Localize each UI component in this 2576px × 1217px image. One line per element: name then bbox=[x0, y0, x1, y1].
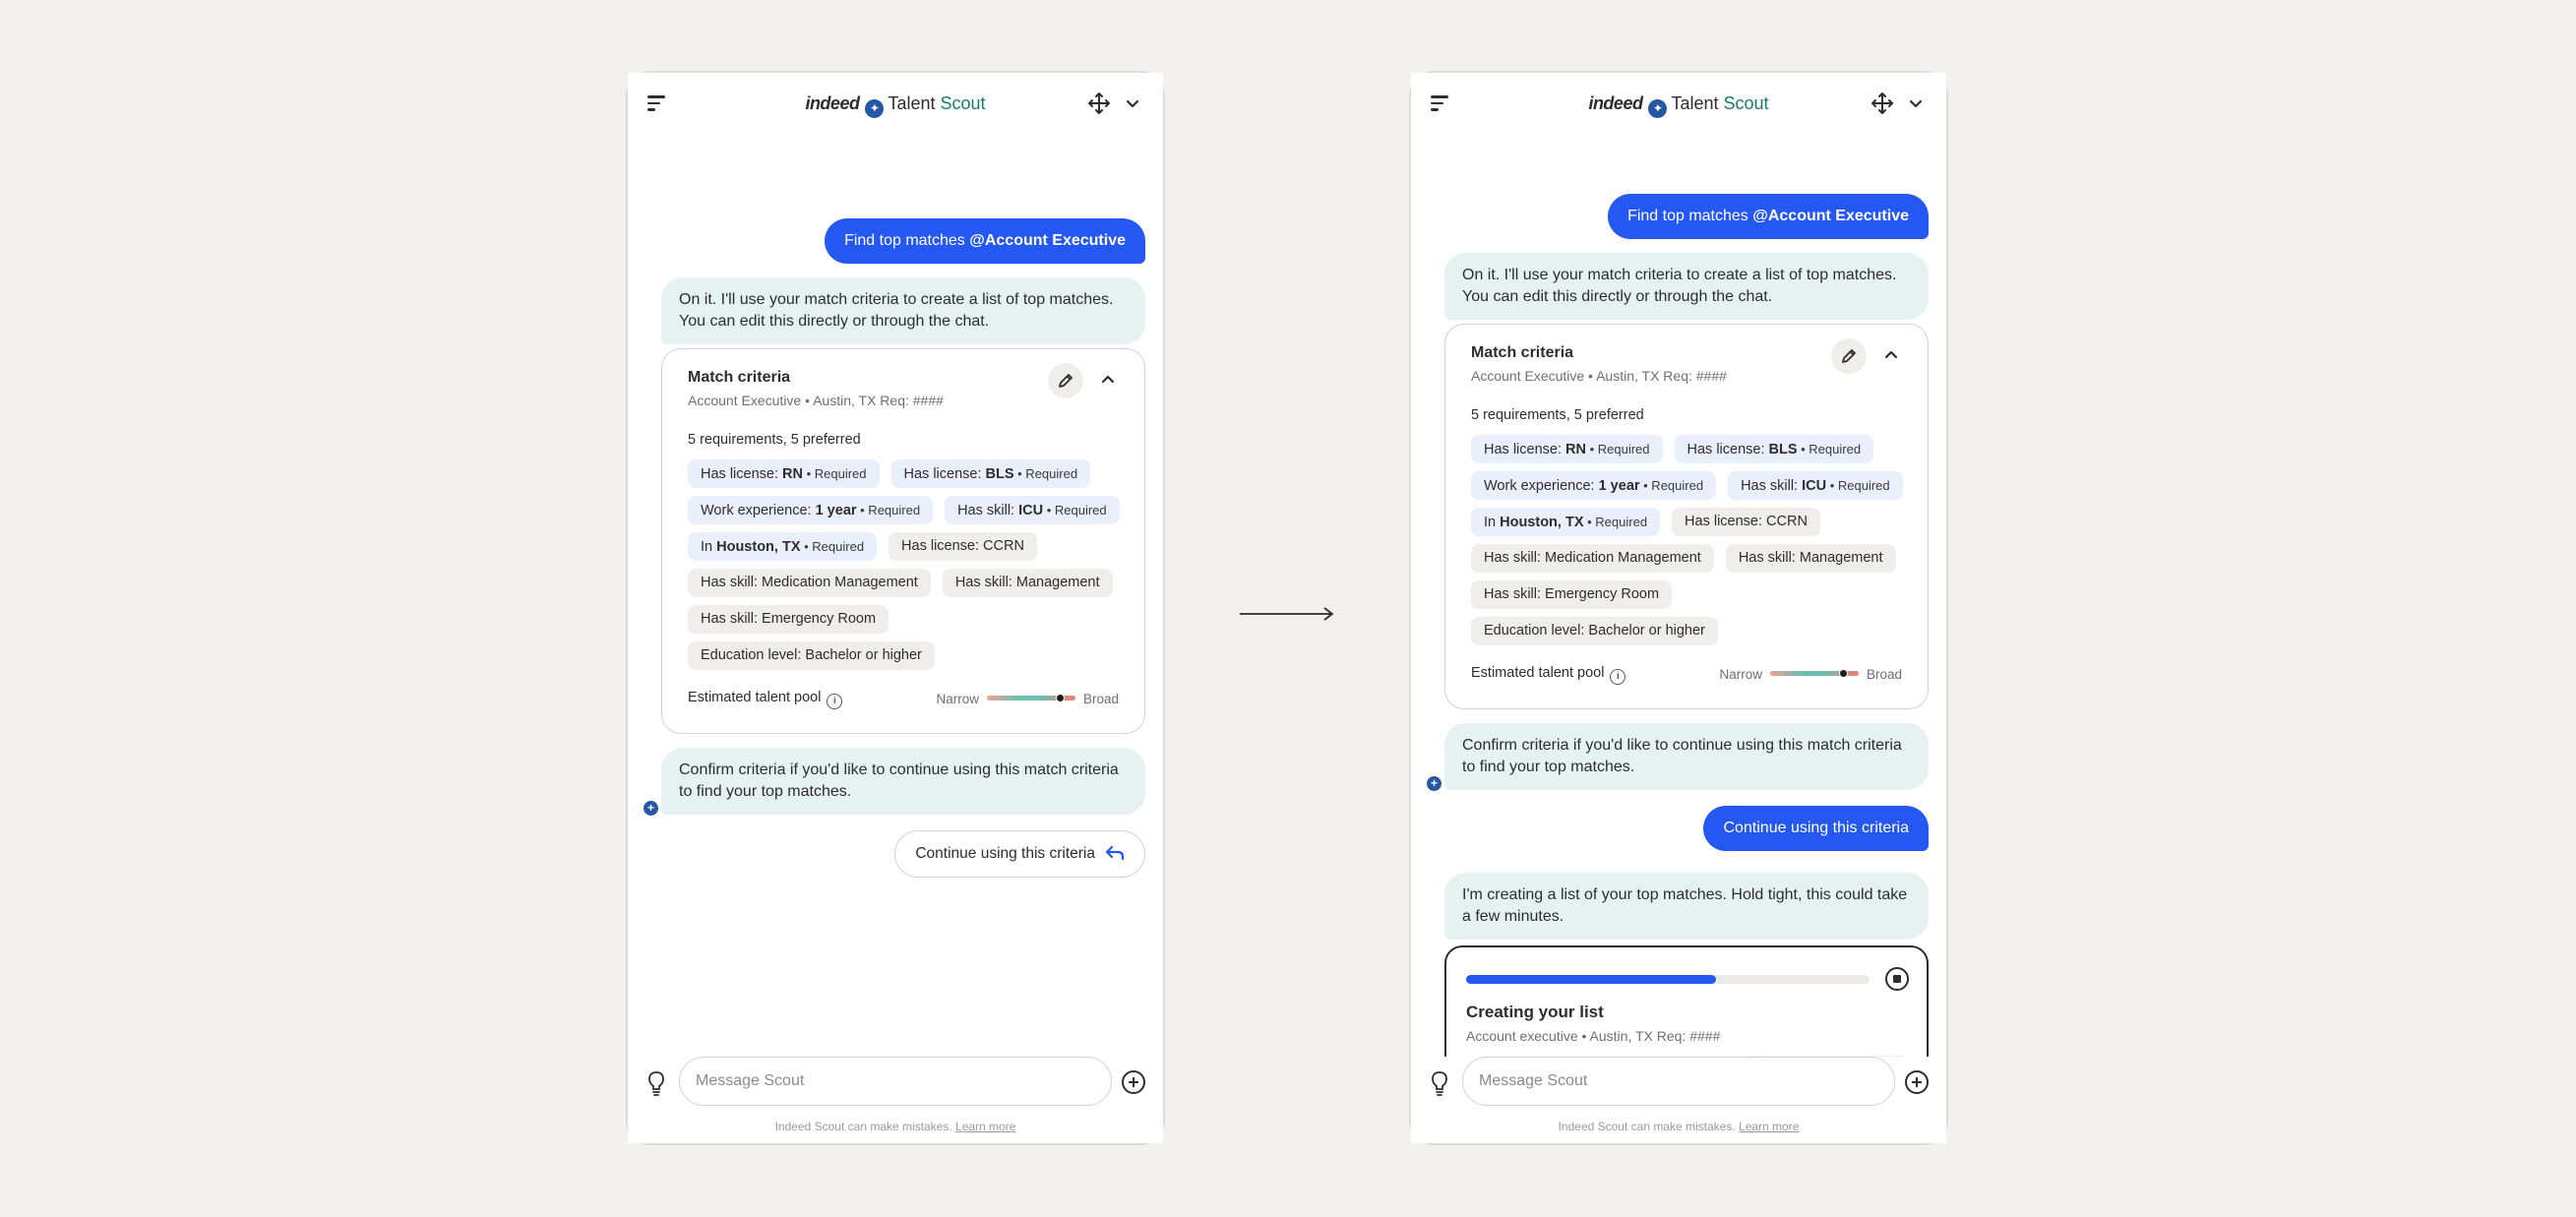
message-input[interactable] bbox=[1462, 1057, 1895, 1106]
edit-criteria-button[interactable] bbox=[1831, 338, 1867, 374]
criteria-chip[interactable]: Has license: RN • Required bbox=[1471, 435, 1663, 463]
brand-logo bbox=[1411, 91, 1946, 118]
criteria-chips bbox=[688, 459, 1125, 670]
criteria-chips bbox=[1471, 435, 1908, 645]
edit-criteria-button[interactable] bbox=[1048, 363, 1083, 398]
criteria-chip[interactable]: Education level: Bachelor or higher bbox=[1471, 617, 1718, 645]
criteria-summary: 5 requirements, 5 preferred bbox=[688, 432, 861, 448]
bot-message-intro: On it. I'll use your match criteria to create a list of top matches. You can edit this directly or through the chat. bbox=[661, 277, 1145, 344]
criteria-chip[interactable]: Work experience: 1 year • Required bbox=[688, 496, 933, 524]
match-criteria-card bbox=[1444, 324, 1929, 709]
brand-talent: Talent bbox=[888, 93, 936, 113]
progress-subtitle: Account executive • Austin, TX Req: #### bbox=[1466, 1028, 1721, 1044]
scout-avatar-icon: + bbox=[644, 801, 658, 816]
criteria-chip[interactable]: In Houston, TX • Required bbox=[1471, 508, 1660, 536]
pool-level-dot bbox=[1839, 669, 1848, 678]
user-message-find: Find top matches @Account Executive bbox=[825, 218, 1145, 264]
criteria-chip[interactable]: Has skill: Medication Management bbox=[1471, 544, 1714, 573]
scout-avatar-icon: + bbox=[1427, 776, 1441, 791]
brand-scout: Scout bbox=[940, 93, 986, 113]
chevron-up-icon bbox=[1882, 346, 1900, 364]
bot-message-intro: On it. I'll use your match criteria to create a list of top matches. You can edit this directly or through the chat. bbox=[1444, 253, 1929, 320]
talent-pool-label: Estimated talent pool i bbox=[1471, 665, 1625, 685]
criteria-summary: 5 requirements, 5 preferred bbox=[1471, 407, 1644, 423]
criteria-chip[interactable]: Has skill: Emergency Room bbox=[688, 605, 889, 634]
indeed-wordmark: indeed bbox=[805, 93, 860, 113]
chat-thread[interactable] bbox=[628, 136, 1163, 1061]
bot-message-confirm: Confirm criteria if you'd like to continue using this match criteria to find your top matches. bbox=[661, 748, 1145, 815]
progress-bar bbox=[1466, 975, 1870, 984]
message-input[interactable] bbox=[679, 1057, 1112, 1106]
collapse-button[interactable] bbox=[1093, 365, 1123, 395]
criteria-chip[interactable]: In Houston, TX • Required bbox=[688, 532, 877, 561]
disclaimer: Indeed Scout can make mistakes. Learn more bbox=[774, 1120, 1016, 1133]
pencil-icon bbox=[1057, 372, 1074, 390]
criteria-chip[interactable]: Has license: CCRN bbox=[889, 532, 1037, 561]
talent-pool-meter bbox=[1770, 671, 1859, 676]
criteria-chip[interactable]: Has license: RN • Required bbox=[688, 459, 880, 488]
plus-circle-icon[interactable] bbox=[1122, 1070, 1145, 1094]
header bbox=[628, 73, 1163, 136]
brand-talent: Talent bbox=[1671, 93, 1719, 113]
arrow-right-icon bbox=[1240, 607, 1334, 621]
move-icon[interactable] bbox=[1871, 92, 1893, 114]
chat-panel-before bbox=[626, 71, 1165, 1145]
learn-more-link[interactable]: Learn more bbox=[1739, 1120, 1800, 1133]
chevron-up-icon bbox=[1099, 371, 1117, 389]
continue-criteria-button[interactable]: Continue using this criteria bbox=[894, 830, 1145, 878]
match-criteria-card bbox=[661, 348, 1145, 734]
card-subtitle: Account Executive • Austin, TX Req: #### bbox=[1471, 368, 1727, 384]
indeed-wordmark: indeed bbox=[1588, 93, 1643, 113]
lightbulb-icon[interactable] bbox=[645, 1070, 667, 1096]
plus-circle-icon[interactable] bbox=[1905, 1070, 1929, 1094]
collapse-button[interactable] bbox=[1876, 340, 1906, 370]
criteria-chip[interactable]: Has skill: Management bbox=[943, 569, 1113, 597]
criteria-chip[interactable]: Education level: Bachelor or higher bbox=[688, 641, 935, 670]
move-icon[interactable] bbox=[1088, 92, 1110, 114]
criteria-chip[interactable]: Has skill: ICU • Required bbox=[1728, 471, 1903, 500]
lightbulb-icon[interactable] bbox=[1429, 1070, 1450, 1096]
criteria-chip[interactable]: Has license: BLS • Required bbox=[1675, 435, 1874, 463]
talent-pool-scale: Narrow Broad bbox=[936, 692, 1119, 706]
talent-pool-label: Estimated talent pool i bbox=[688, 690, 842, 709]
criteria-chip[interactable]: Has skill: Medication Management bbox=[688, 569, 931, 597]
disclaimer: Indeed Scout can make mistakes. Learn more bbox=[1558, 1120, 1800, 1133]
criteria-chip[interactable]: Has license: BLS • Required bbox=[891, 459, 1091, 488]
pencil-icon bbox=[1840, 347, 1858, 365]
progress-fill bbox=[1466, 975, 1716, 984]
talent-pool-meter bbox=[987, 696, 1075, 700]
brand-logo bbox=[628, 91, 1163, 118]
chevron-down-icon[interactable] bbox=[1907, 94, 1925, 112]
chevron-down-icon[interactable] bbox=[1124, 94, 1141, 112]
criteria-chip[interactable]: Has skill: ICU • Required bbox=[945, 496, 1120, 524]
card-subtitle: Account Executive • Austin, TX Req: #### bbox=[688, 393, 944, 408]
reply-icon bbox=[1105, 844, 1125, 862]
composer bbox=[628, 1057, 1163, 1143]
learn-more-link[interactable]: Learn more bbox=[955, 1120, 1016, 1133]
criteria-chip[interactable]: Work experience: 1 year • Required bbox=[1471, 471, 1716, 500]
criteria-chip[interactable]: Has skill: Management bbox=[1726, 544, 1896, 573]
card-title: Match criteria bbox=[688, 369, 791, 386]
talent-pool-scale: Narrow Broad bbox=[1719, 667, 1902, 682]
stop-icon[interactable] bbox=[1885, 967, 1909, 991]
criteria-chip[interactable]: Has license: CCRN bbox=[1672, 508, 1820, 536]
info-icon[interactable]: i bbox=[827, 694, 842, 709]
pool-level-dot bbox=[1056, 694, 1065, 702]
criteria-chip[interactable]: Has skill: Emergency Room bbox=[1471, 580, 1672, 609]
scout-star-icon: ✦ bbox=[865, 99, 884, 118]
chat-panel-after bbox=[1409, 71, 1948, 1145]
brand-scout: Scout bbox=[1723, 93, 1769, 113]
progress-title: Creating your list bbox=[1466, 1003, 1604, 1021]
composer bbox=[1411, 1057, 1946, 1143]
bot-message-confirm: Confirm criteria if you'd like to continue using this match criteria to find your top matches. bbox=[1444, 723, 1929, 790]
user-message-find: Find top matches @Account Executive bbox=[1608, 194, 1929, 239]
header bbox=[1411, 73, 1946, 136]
scout-star-icon: ✦ bbox=[1648, 99, 1667, 118]
card-title: Match criteria bbox=[1471, 344, 1574, 361]
bot-message-creating: I'm creating a list of your top matches. Hold tight, this could take a few minutes. bbox=[1444, 873, 1929, 940]
info-icon[interactable]: i bbox=[1610, 669, 1625, 685]
user-message-continue: Continue using this criteria bbox=[1703, 806, 1929, 851]
chat-thread[interactable] bbox=[1411, 136, 1946, 1061]
